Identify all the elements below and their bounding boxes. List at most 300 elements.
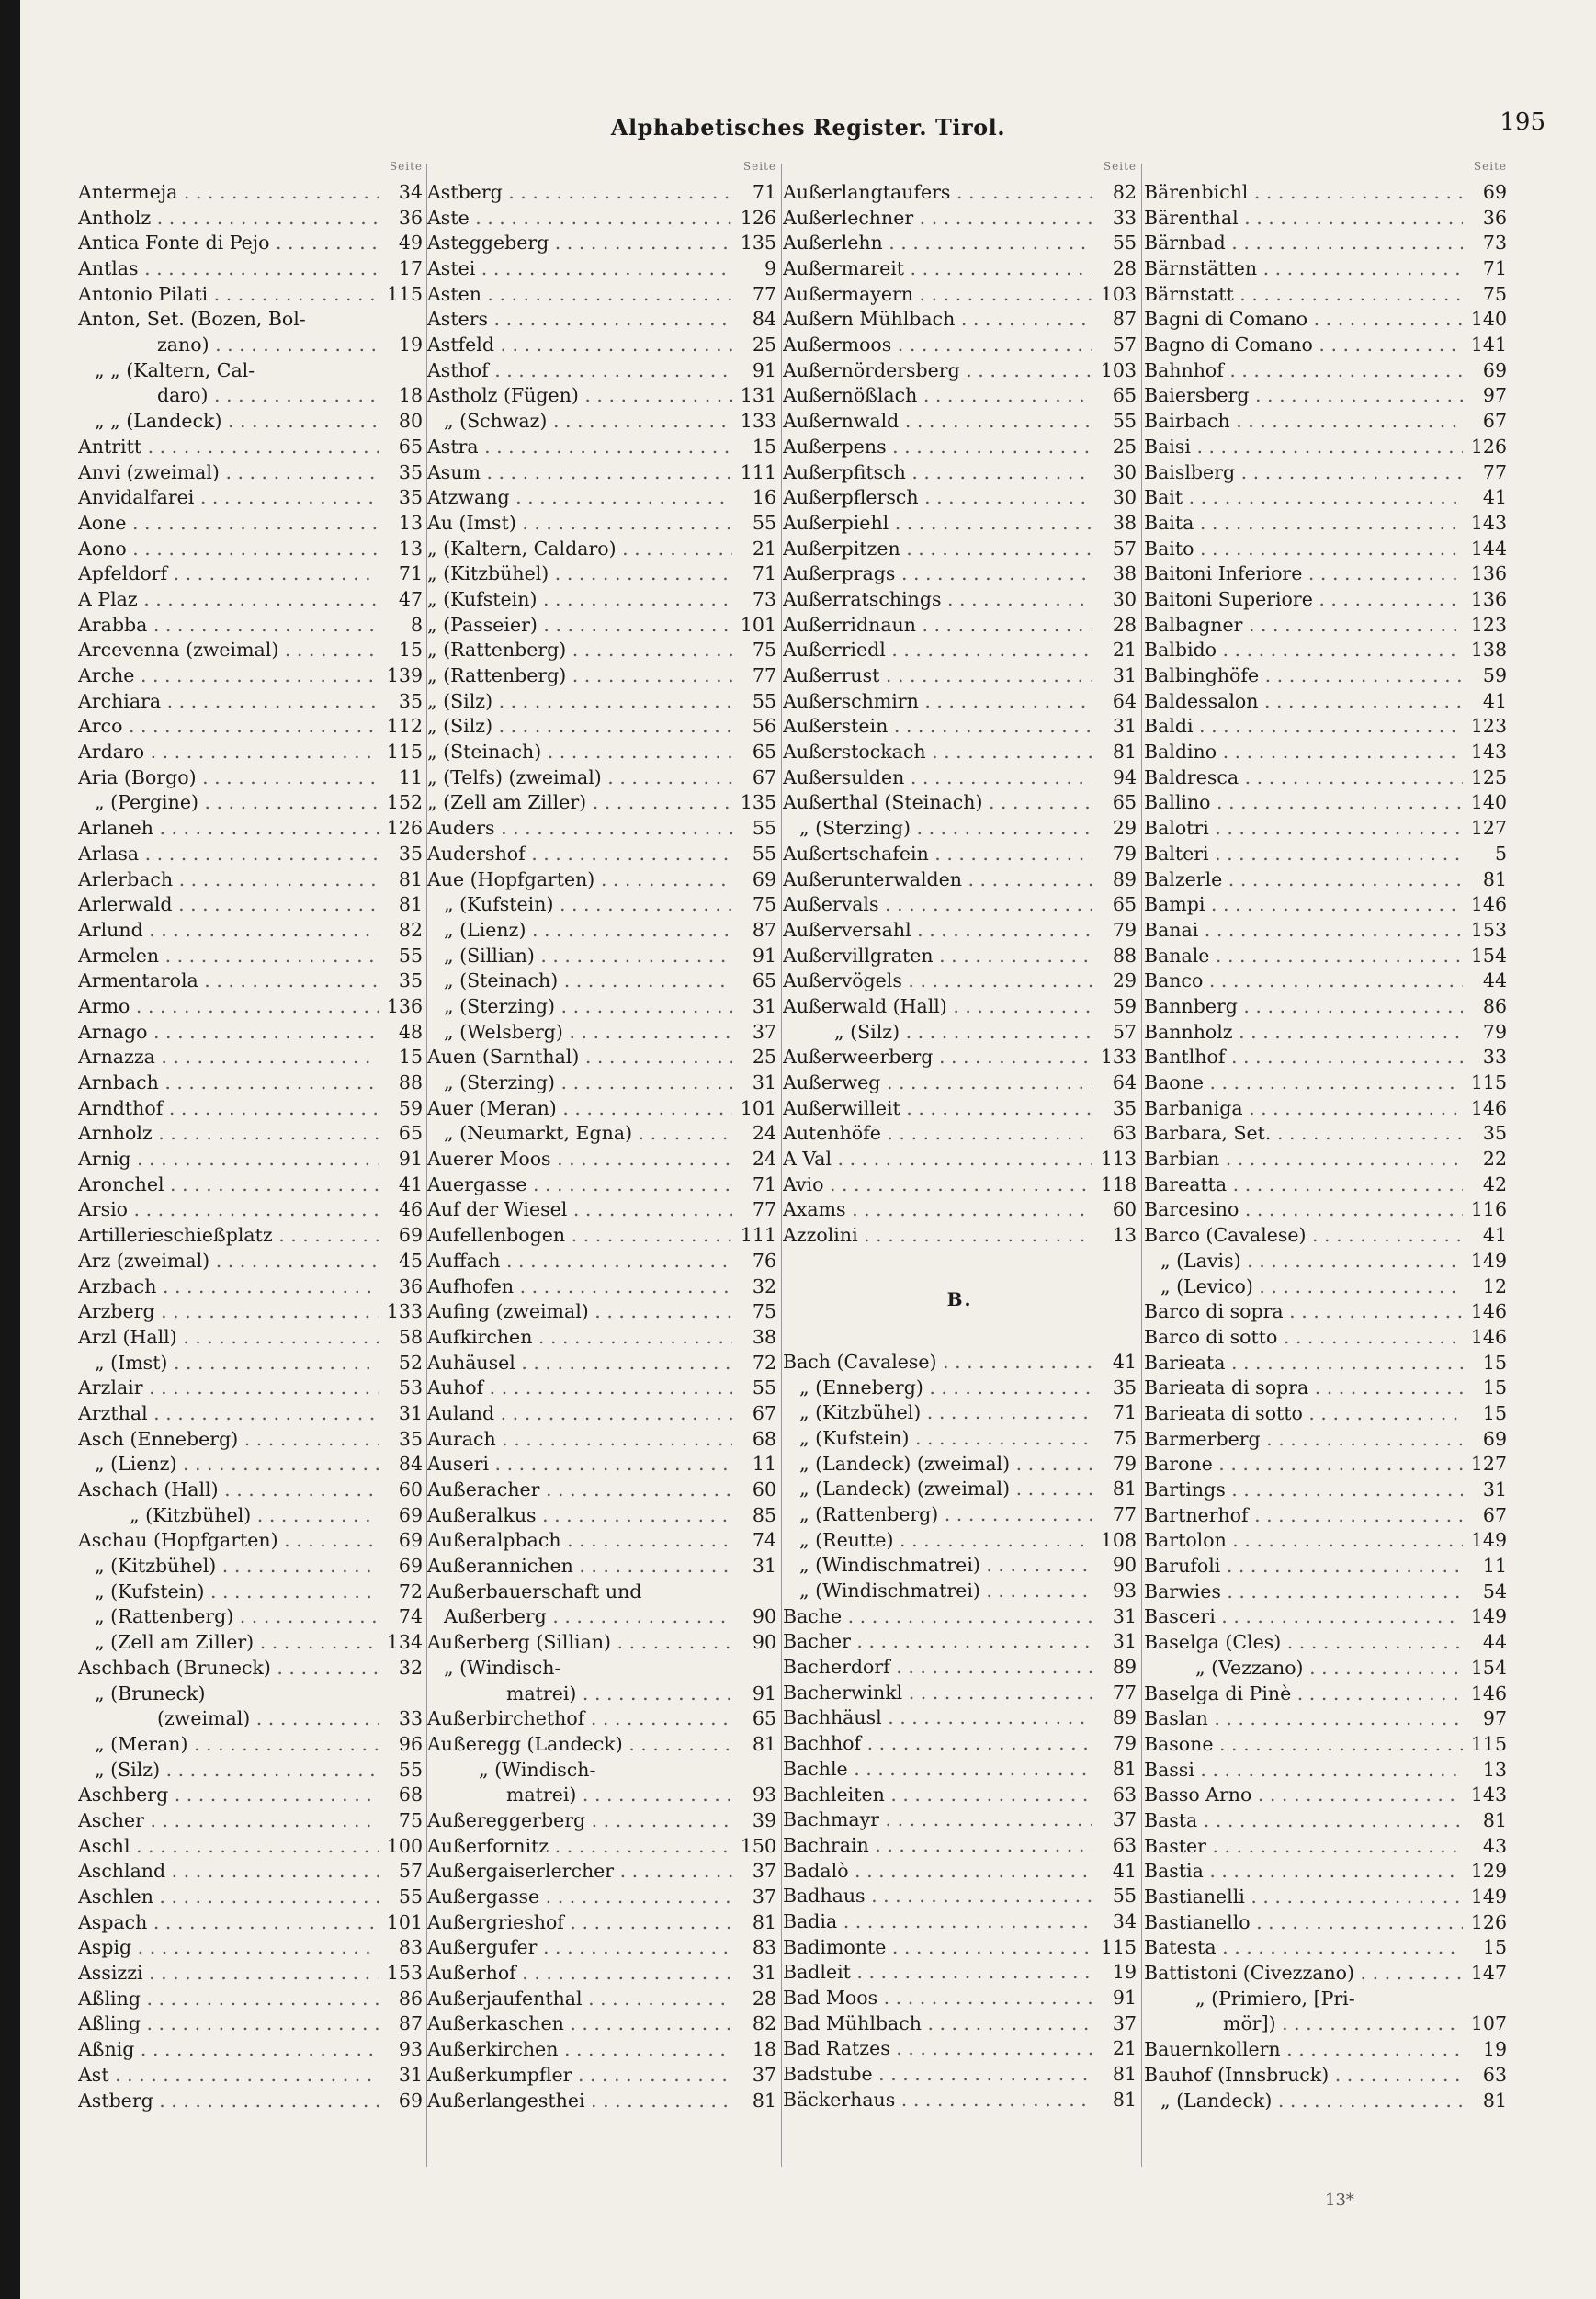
entry-name: Bärnstätten . . . [1144,256,1463,282]
register-entry [1144,1299,1507,1325]
entry-page: 37 [752,1860,776,1883]
entry-page: 17 [398,257,423,280]
register-entry [78,561,423,587]
register-entry [78,460,423,486]
entry-page: 25 [752,1046,776,1069]
register-entry [427,1020,776,1046]
register-entry [78,765,423,791]
entry-name: Außerratschings . . . [783,587,1092,613]
register-entry [427,384,776,410]
entry-name: matrei) . . . [427,1682,732,1707]
entry-name: mör]) . . . [1144,2011,1463,2037]
entry-name: Basso Arno . . . [1144,1783,1463,1808]
entry-name: „ (Lienz) . . . [78,1452,379,1478]
entry-page: 25 [752,334,776,357]
entry-name: Badhaus . . . [783,1884,1092,1909]
register-entry [427,1605,776,1631]
entry-page: 79 [1112,1452,1137,1475]
register-entry [1144,1808,1507,1834]
entry-page: 71 [1112,1401,1137,1424]
entry-page: 115 [1100,1935,1137,1958]
entry-page: 65 [1112,384,1137,407]
entry-name: Bannholz . . . [1144,1020,1463,1046]
register-entry [1144,256,1507,282]
entry-page: 19 [398,334,423,357]
entry-name: Außergrieshof . . . [427,1910,732,1936]
entry-name: Bastianelli . . . [1144,1885,1463,1910]
register-entry [78,1885,423,1910]
entry-page: 31 [1112,664,1137,687]
entry-page: 12 [1482,1274,1507,1297]
entry-name: „ „ (Landeck) . . . [78,409,379,435]
entry-name: Barbian . . . [1144,1147,1463,1172]
register-entry [427,1987,776,2012]
entry-name: Auseri . . . [427,1452,732,1478]
register-entry [78,537,423,562]
entry-name: Aufkirchen . . . [427,1325,732,1351]
entry-page: 29 [1112,817,1137,840]
entry-name: Außersulden . . . [783,765,1092,791]
register-entry [427,944,776,969]
entry-page: 35 [1112,1096,1137,1119]
entry-page: 5 [1494,842,1507,865]
register-entry [427,1935,776,1961]
entry-name: Aschach (Hall) . . . [78,1478,379,1503]
entry-page: 63 [1112,1122,1137,1145]
entry-page: 31 [398,2063,423,2086]
entry-name: Bacherwinkl . . . [783,1681,1092,1706]
register-entry [427,485,776,511]
entry-page: 69 [398,1529,423,1552]
entry-page: 90 [752,1605,776,1628]
entry-name: „ (Zell am Ziller) . . . [78,1630,379,1656]
entry-name: Balbinghöfe . . . [1144,663,1463,689]
entry-name: Auhof . . . [427,1376,732,1401]
register-entry [427,1325,776,1351]
entry-name: Außerriedl . . . [783,638,1092,663]
entry-page: 94 [1112,765,1137,788]
entry-page: 21 [752,537,776,560]
entry-name: Auen (Sarnthal) . . . [427,1045,732,1070]
entry-page: 72 [398,1580,423,1603]
entry-name: Bastianello . . . [1144,1910,1463,1936]
entry-page: 81 [1482,1808,1507,1831]
entry-name: Außeregg (Landeck) . . . [427,1732,732,1758]
register-entry [427,460,776,486]
entry-page: 19 [1112,1961,1137,1984]
register-entry [427,2012,776,2038]
entry-page: 22 [1482,1148,1507,1171]
entry-name: Außerwilleit . . . [783,1096,1092,1122]
entry-name: Außerversahl . . . [783,918,1092,944]
entry-name: Basta . . . [1144,1808,1463,1834]
register-entry [78,2012,423,2038]
entry-name: Audershof . . . [427,842,732,867]
entry-name: Aono . . . [78,537,379,562]
entry-name: Anvidalfarei . . . [78,485,379,511]
entry-name: „ (Lavis) . . . [1144,1249,1463,1274]
entry-name: Außerschmirn . . . [783,689,1092,715]
register-entry [427,1554,776,1580]
register-entry [427,206,776,232]
register-entry [78,409,423,435]
register-entry [78,689,423,715]
entry-page: 93 [398,2038,423,2061]
entry-name: „ (Kufstein) . . . [783,1426,1092,1452]
register-entry [427,1910,776,1936]
register-entry [1144,2063,1507,2089]
entry-page: 55 [752,817,776,840]
entry-page: 21 [1112,639,1137,662]
entry-name: Außergasse . . . [427,1885,732,1910]
entry-page: 45 [398,1249,423,1272]
register-entry [78,968,423,994]
entry-page: 111 [740,460,776,483]
entry-page: 153 [1470,918,1507,941]
entry-name: Antonio Pilati . . . [78,282,379,308]
entry-page: 79 [1112,1732,1137,1755]
register-entry [427,1223,776,1249]
entry-name: Außerlehn . . . [783,231,1092,256]
entry-page: 75 [752,893,776,916]
register-entry [78,1834,423,1860]
entry-name: Aue (Hopfgarten) . . . [427,867,732,893]
entry-name: Bärnstatt . . . [1144,282,1463,308]
register-entry [427,689,776,715]
entry-name: „ (Windisch- [479,1758,596,1781]
entry-name: Antica Fonte di Pejo . . . [78,231,379,256]
entry-page: 65 [1112,791,1137,814]
register-entry [1144,1859,1507,1885]
register-entry [1144,1758,1507,1784]
entry-name: Batesta . . . [1144,1935,1463,1961]
register-entry [783,765,1137,791]
entry-page: 31 [1112,715,1137,738]
entry-page: 32 [752,1274,776,1297]
register-entry [783,358,1137,384]
entry-name: „ (Landeck) (zweimal) . . . [783,1452,1092,1478]
entry-name: „ (Windischmatrei) . . . [783,1553,1092,1579]
entry-name: Arabba . . . [78,613,379,639]
entry-page: 35 [398,486,423,509]
register-entry [783,307,1137,333]
register-entry [783,1681,1137,1706]
entry-page: 35 [1112,1376,1137,1399]
entry-name: „ (Landeck) . . . [1144,2089,1463,2114]
register-entry [783,1121,1137,1147]
entry-name: Bartnerhof . . . [1144,1503,1463,1529]
entry-name: Barieata di sotto . . . [1144,1401,1463,1427]
entry-name: Aschlen . . . [78,1885,379,1910]
entry-page: 47 [398,587,423,610]
register-entry [783,1783,1137,1808]
entry-name: Baislberg . . . [1144,460,1463,486]
entry-name: Außerpiehl . . . [783,511,1092,537]
entry-page: 135 [740,232,776,255]
register-entry [427,1045,776,1070]
register-column-2 [427,160,776,2113]
register-entry [783,1350,1137,1376]
register-entry [783,180,1137,206]
register-entry [78,1580,423,1605]
entry-page: 144 [1470,537,1507,560]
entry-name: „ (Welsberg) . . . [427,1020,732,1046]
entry-name: Außerannichen . . . [427,1554,732,1580]
entry-name: Astberg . . . [78,2089,379,2114]
entry-page: 8 [410,613,423,636]
entry-page: 143 [1470,511,1507,534]
entry-name: Arcevenna (zweimal) . . . [78,638,379,663]
entry-name: Bacher . . . [783,1629,1092,1655]
register-column-1 [78,160,423,2113]
register-entry [78,740,423,765]
column-divider [781,164,782,2167]
entry-page: 89 [1112,1706,1137,1729]
entry-page: 60 [752,1478,776,1501]
entry-name: Ballino . . . [1144,790,1463,816]
entry-page: 65 [1112,893,1137,916]
register-entry [427,867,776,893]
entry-page: 87 [398,2012,423,2035]
entry-page: 13 [1112,1224,1137,1247]
entry-name: Bachhäusl . . . [783,1705,1092,1731]
register-entry [1144,587,1507,613]
entry-name: Bantlhof . . . [1144,1045,1463,1070]
entry-page: 112 [386,715,423,738]
register-entry [427,892,776,918]
entry-name: Aste . . . [427,206,732,232]
entry-name: zano) . . . [78,333,379,358]
entry-page: 60 [1112,1198,1137,1221]
entry-name: „ (Passeier) . . . [427,613,732,639]
register-entry [427,1427,776,1453]
entry-name: Außeracher . . . [427,1478,732,1503]
entry-page: 71 [752,180,776,203]
register-entry [1144,1376,1507,1401]
register-entry [78,2063,423,2089]
entry-name: „ (Imst) . . . [78,1351,379,1376]
entry-name: Arnago . . . [78,1020,379,1046]
entry-name: Astei . . . [427,256,732,282]
entry-name: Baitoni Inferiore . . . [1144,561,1463,587]
entry-page: 55 [1112,1885,1137,1908]
entry-name: Auhäusel . . . [427,1351,732,1376]
register-entry [783,587,1137,613]
entry-page: 85 [752,1503,776,1526]
register-entry [78,1605,423,1631]
register-entry [78,333,423,358]
entry-page: 81 [398,867,423,890]
entry-page: 30 [1112,587,1137,610]
entry-name: „ (Zell am Ziller) . . . [427,790,732,816]
entry-page: 82 [752,2012,776,2035]
register-entry [1144,1682,1507,1707]
entry-page: 133 [1100,1046,1137,1069]
entry-page: 35 [398,1427,423,1450]
entry-name: „ (Vezzano) . . . [1144,1656,1463,1682]
register-entry [427,256,776,282]
entry-name: Arzbach . . . [78,1274,379,1300]
entry-page: 150 [740,1834,776,1857]
entry-name: Aßling . . . [78,2011,379,2037]
entry-page: 48 [398,1020,423,1043]
entry-page: 115 [386,282,423,305]
entry-page: 81 [1482,2089,1507,2112]
entry-name: Aschland . . . [78,1859,379,1885]
register-entry [78,307,423,333]
entry-name: Balteri . . . [1144,842,1463,867]
entry-name: Badimonte . . . [783,1935,1092,1961]
entry-page: 81 [1112,741,1137,764]
register-entry [427,1732,776,1758]
entry-page: 68 [752,1427,776,1450]
entry-name: Arlasa . . . [78,842,379,867]
register-entry [783,231,1137,256]
entry-name: A Plaz . . . [78,587,379,613]
entry-page: 143 [1470,1784,1507,1806]
entry-name: Aria (Borgo) . . . [78,765,379,791]
entry-page: 146 [1470,1300,1507,1323]
page-number: 195 [1500,108,1545,136]
entry-name: Außerhof . . . [427,1961,732,1987]
register-entry [783,511,1137,537]
entry-name: Außerweerberg . . . [783,1045,1092,1070]
entry-page: 126 [1470,1910,1507,1933]
entry-page: 34 [398,180,423,203]
entry-page: 36 [398,206,423,229]
entry-name: „ (Lienz) . . . [427,918,732,944]
entry-page: 31 [398,1401,423,1424]
register-entry [78,1147,423,1172]
entry-page: 91 [1112,1987,1137,2010]
entry-name: (zweimal) . . . [78,1706,379,1732]
register-entry [427,1682,776,1707]
register-entry [783,689,1137,715]
register-entry [427,918,776,944]
entry-page: 126 [1470,435,1507,458]
register-entry [1144,892,1507,918]
register-entry [427,1808,776,1834]
entry-name: Aschau (Hopfgarten) . . . [78,1528,379,1554]
register-entry [783,1629,1137,1655]
entry-name: Außerpitzen . . . [783,537,1092,562]
register-entry [427,307,776,333]
entry-name: Bachle . . . [783,1757,1092,1783]
register-entry [427,1656,776,1682]
entry-page: 41 [1112,1350,1137,1373]
entry-name: Balotri . . . [1144,816,1463,842]
register-entry [1144,1325,1507,1351]
entry-name: „ (Primiero, [Pri- [1195,1987,1355,2010]
entry-name: Aspig . . . [78,1935,379,1961]
register-entry [1144,1045,1507,1070]
register-entry [783,1070,1137,1096]
entry-page: 81 [1112,1757,1137,1780]
entry-name: „ (Bruneck) [95,1682,206,1704]
entry-page: 55 [398,944,423,967]
entry-name: Außervillgraten . . . [783,944,1092,969]
register-entry [783,1731,1137,1757]
register-entry [1144,944,1507,969]
entry-page: 60 [398,1478,423,1501]
entry-name: Außerweg . . . [783,1070,1092,1096]
entry-page: 42 [1482,1172,1507,1195]
entry-page: 37 [1112,2011,1137,2034]
register-entry [783,333,1137,358]
register-entry [427,1961,776,1987]
register-entry [1144,2089,1507,2114]
entry-name: Baiersberg . . . [1144,383,1463,409]
entry-name: Außerjaufenthal . . . [427,1987,732,2012]
register-entry [1144,307,1507,333]
register-entry [783,1579,1137,1604]
entry-name: Atzwang . . . [427,485,732,511]
register-entry [427,1147,776,1172]
entry-name: Baisi . . . [1144,435,1463,460]
entry-page: 129 [1470,1860,1507,1883]
register-entry [427,1478,776,1503]
entry-name: Bastia . . . [1144,1859,1463,1885]
entry-page: 41 [1112,1859,1137,1882]
register-entry [783,1604,1137,1630]
entry-page: 13 [398,511,423,534]
register-entry [1144,1427,1507,1453]
register-entry [78,867,423,893]
register-entry [783,1757,1137,1783]
entry-name: Bachleiten . . . [783,1783,1092,1808]
register-entry [1144,867,1507,893]
register-entry [78,206,423,232]
entry-name: Basone . . . [1144,1732,1463,1758]
entry-name: „ (Sterzing) . . . [427,994,732,1020]
register-entry [1144,1656,1507,1682]
entry-name: Bad Moos . . . [783,1986,1092,2011]
entry-page: 15 [1482,1401,1507,1424]
entry-page: 77 [1112,1681,1137,1704]
register-entry [78,918,423,944]
entry-name: Aschl . . . [78,1834,379,1860]
entry-page: 65 [398,1122,423,1145]
register-entry [1144,1249,1507,1274]
entry-page: 89 [1112,1656,1137,1679]
entry-name: Barbaniga . . . [1144,1096,1463,1122]
register-entry [1144,206,1507,232]
entry-page: 55 [752,1376,776,1399]
entry-name: Astberg . . . [427,180,732,206]
entry-page: 55 [1112,410,1137,433]
entry-name: Baselga di Pinè . . . [1144,1682,1463,1707]
entry-page: 79 [1112,918,1137,941]
entry-name: „ (Sterzing) . . . [427,1070,732,1096]
entry-name: Baldresca . . . [1144,765,1463,791]
register-entry [427,714,776,740]
register-entry [783,1426,1137,1452]
register-entry [427,1580,776,1605]
register-entry [783,994,1137,1020]
register-entry [1144,1121,1507,1147]
entry-page: 39 [752,1808,776,1831]
entry-page: 25 [1112,435,1137,458]
entry-name: „ (Meran) . . . [78,1732,379,1758]
entry-name: Bannberg . . . [1144,994,1463,1020]
entry-name: Anton, Set. (Bozen, Bol- [78,308,306,331]
entry-page: 55 [752,689,776,712]
register-entry [78,1274,423,1300]
entry-name: „ (Kitzbühel) . . . [783,1400,1092,1426]
entry-name: „ (Silz) . . . [783,1020,1092,1046]
entry-name: Bad Ratzes . . . [783,2036,1092,2062]
entry-name: Aspach . . . [78,1910,379,1936]
